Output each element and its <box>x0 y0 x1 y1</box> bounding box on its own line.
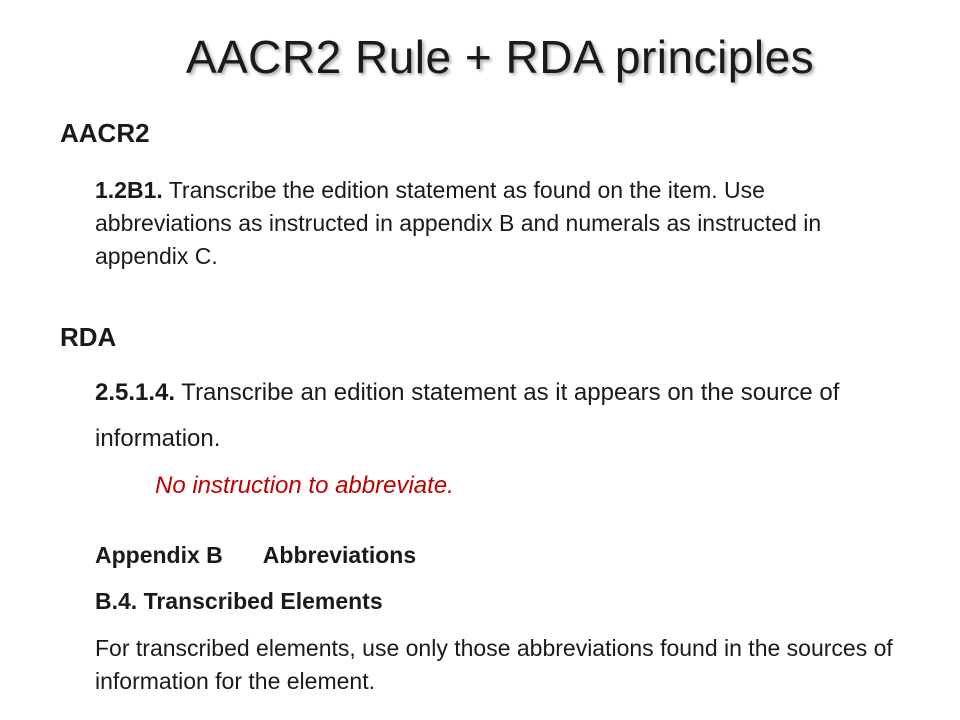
appendix-label: Appendix B <box>95 542 223 568</box>
appendix-text: For transcribed elements, use only those abbreviations found in the sources of information for the element. <box>95 635 893 694</box>
rda-rule <box>95 370 895 462</box>
aacr2-heading: AACR2 <box>60 118 150 148</box>
rda-note: No instruction to abbreviate. <box>155 472 454 499</box>
appendix-title: Abbreviations <box>262 542 417 568</box>
rda-rule-number: 2.5.1.4. <box>95 379 176 406</box>
appendix-section: B.4. Transcribed Elements <box>95 588 383 614</box>
rda-heading: RDA <box>60 322 117 352</box>
aacr2-rule <box>95 174 895 273</box>
slide-title: AACR2 Rule + RDA principles <box>185 31 815 83</box>
aacr2-rule-number: 1.2B1. <box>95 177 163 203</box>
rda-rule-text: Transcribe an edition statement as it appears on the source of information. <box>95 379 840 452</box>
aacr2-rule-text: Transcribe the edition statement as found on the item. Use abbreviations as instructed in appendix B and numerals as instructed in appendix C. <box>95 177 822 269</box>
appendix-heading <box>95 542 416 569</box>
